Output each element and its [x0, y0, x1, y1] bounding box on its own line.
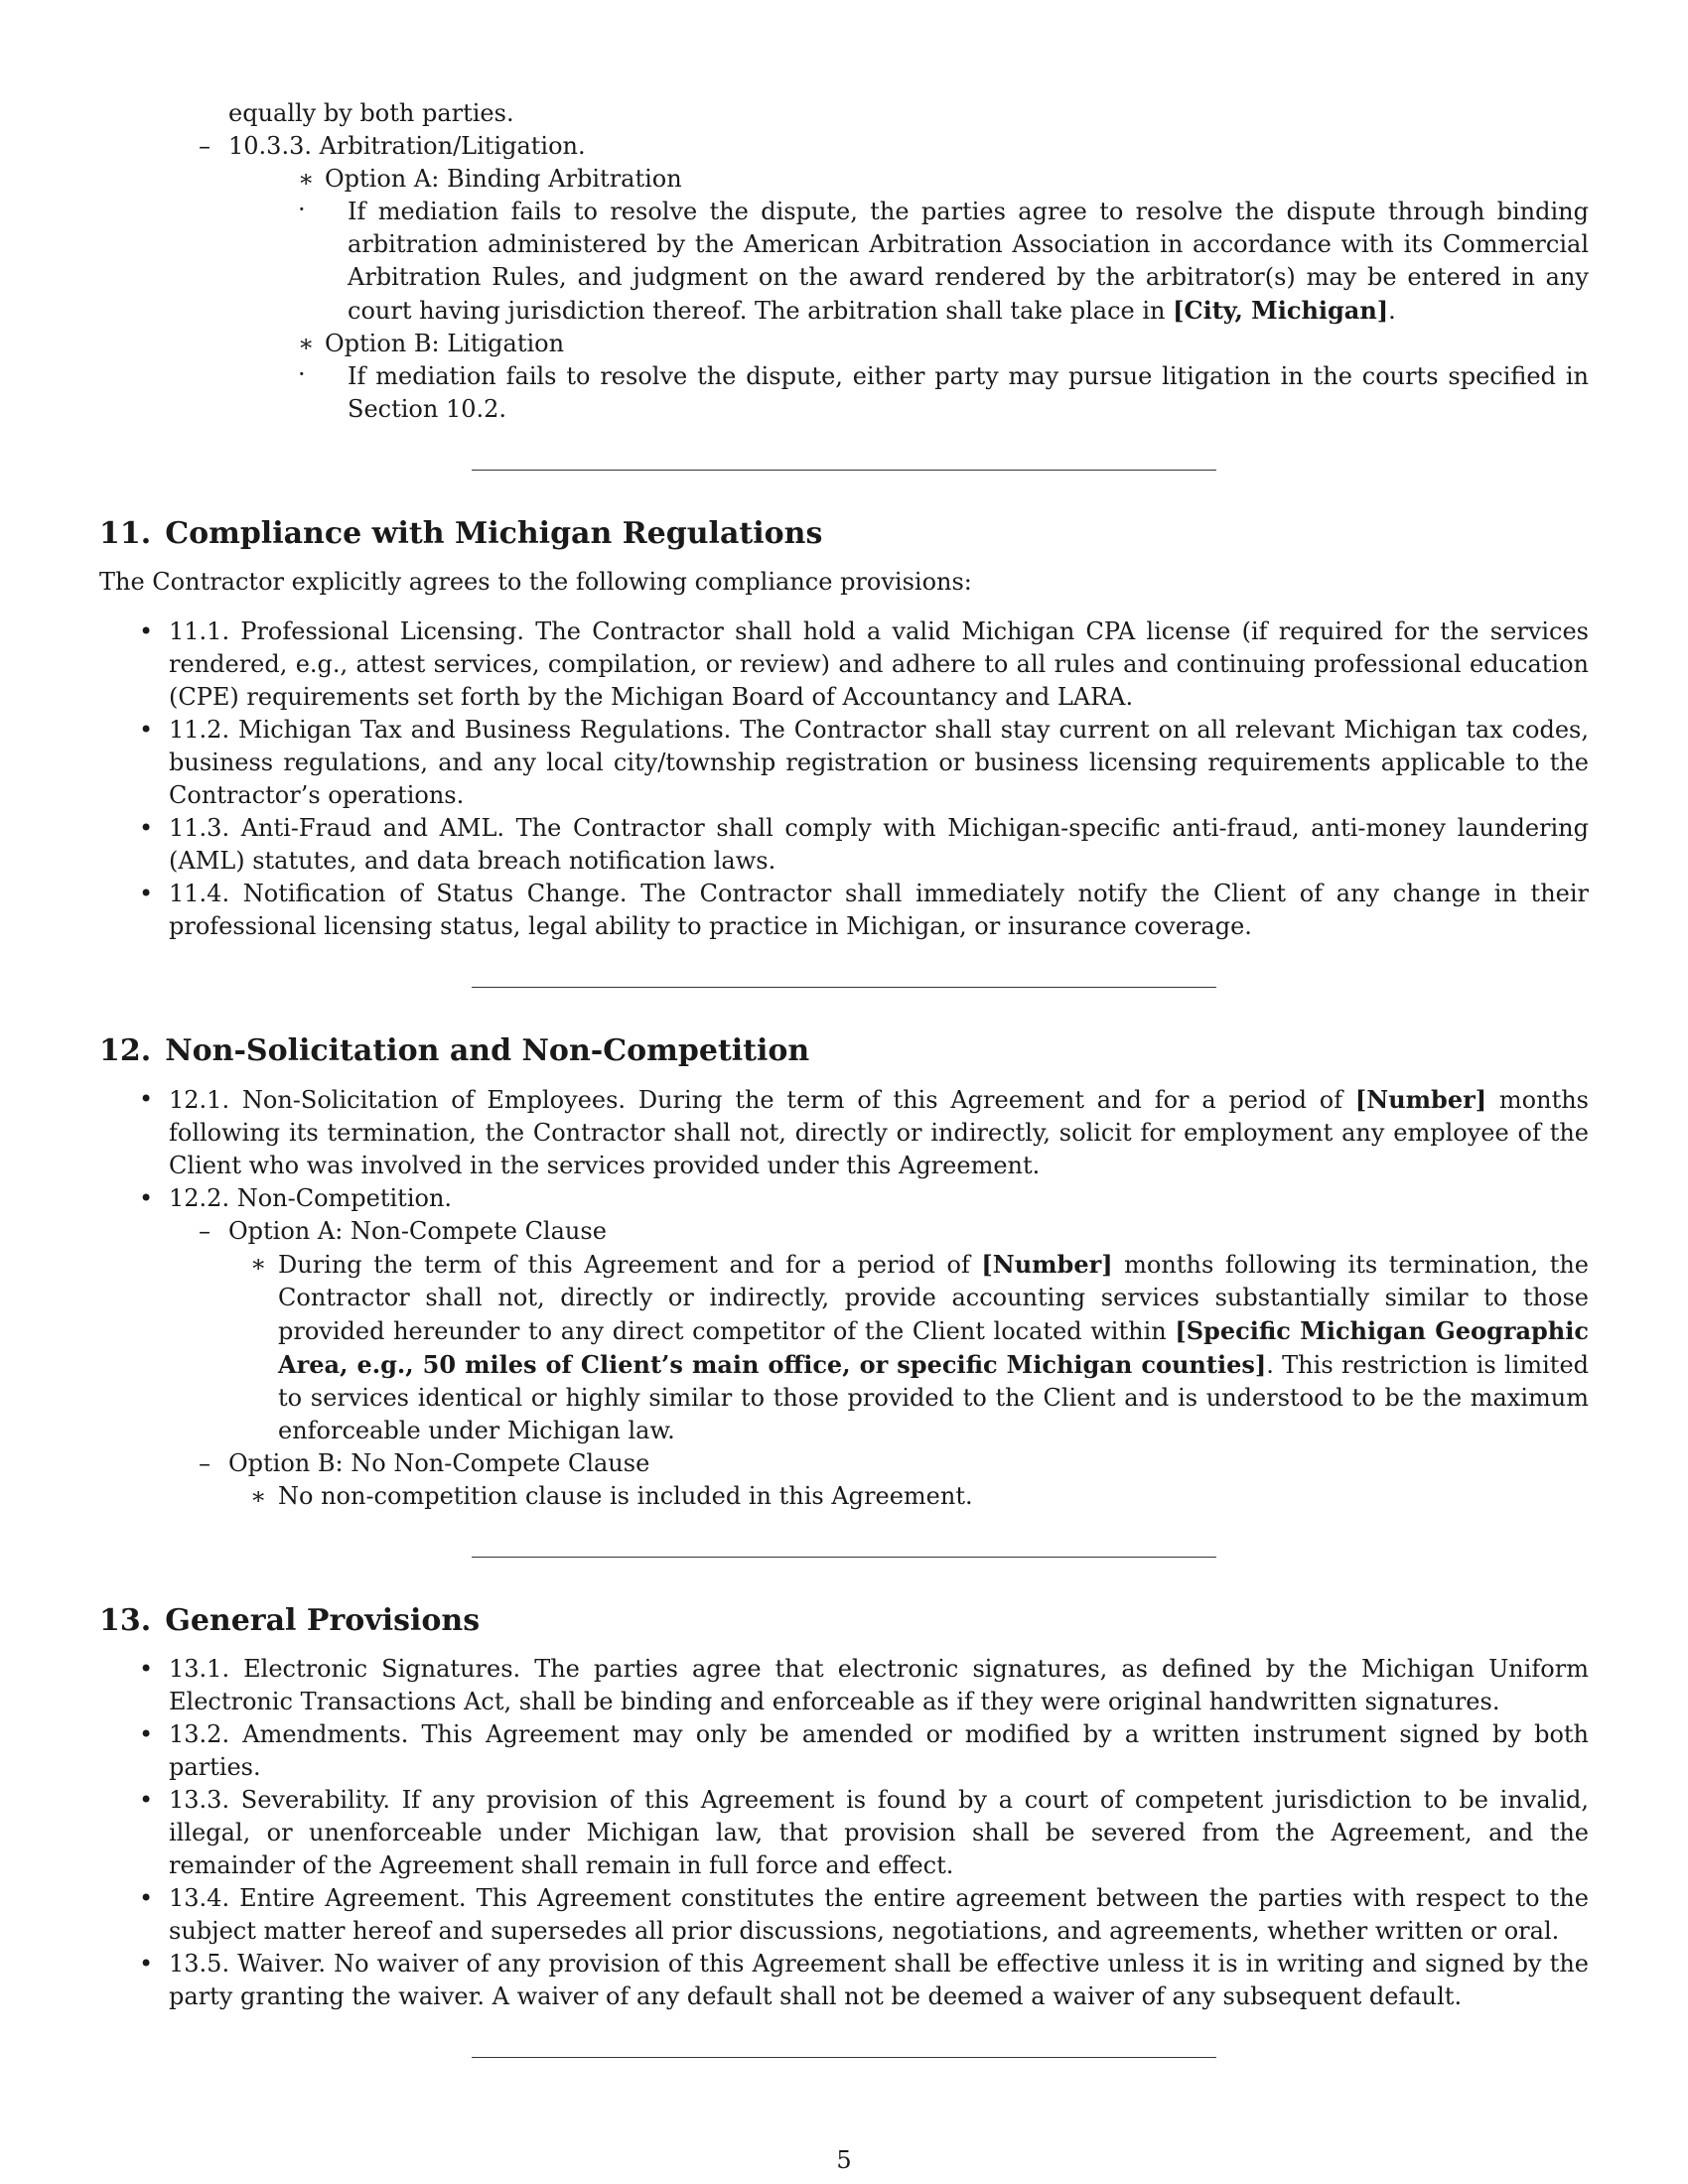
section-13-heading: 13. General Provisions — [99, 1603, 481, 1638]
dot-marker: · — [298, 360, 306, 388]
option-b-litigation: ∗ Option B: Litigation — [99, 328, 1589, 360]
list-item: • 13.4. Entire Agreement. This Agreement constitutes the entire agreement between the parties with respect to the subject matter hereof and supersedes all prior discussions, negotiations, and agreements, whether written or oral. — [139, 1884, 1589, 1945]
list-item: • 13.3. Severability. If any provision of this Agreement is found by a court of competent jurisdiction to be invalid, illegal, or unenforceable under Michigan law, that provision shall be severed from the Agreement, and the remainder of the Agreement shall remain in full force and effect. — [139, 1786, 1589, 1879]
dot-marker: · — [298, 196, 306, 223]
page-number: 5 — [836, 2146, 852, 2174]
section-divider — [472, 470, 1216, 471]
option-a-non-compete-text: ∗ During the term of this Agreement and for a period of [Number] months following its termination, the Contractor shall not, directly or indirectly, provide accounting services substantially similar to those provided hereunder to any direct competitor of the Client located within [Specific Michigan Geographic Area, e.g., 50 miles of Client’s main office, or specific Michigan counties]. This restriction is limited to services identical or highly similar to those provided to the Client and is understood to be the maximum enforceable under Michigan law. — [250, 1250, 1590, 1444]
list-item: • 13.2. Amendments. This Agreement may only be amended or modified by a written instrument signed by both parties. — [139, 1720, 1589, 1781]
continued-text: equally by both parties. — [228, 99, 514, 127]
clause-10-3-3: – 10.3.3. Arbitration/Litigation. — [99, 130, 1589, 163]
list-item: • 11.4. Notification of Status Change. The Contractor shall immediately notify the Client of any change in their professional licensing status, legal ability to practice in Michigan, or insurance coverage. — [139, 880, 1589, 940]
section-11-heading: 11. Compliance with Michigan Regulations — [99, 516, 823, 551]
list-item: • 12.1. Non-Solicitation of Employees. During the term of this Agreement and for a period of [Number] months following its termination, the Contractor shall not, directly or indirectly, solicit for employment any employee of the Client who was involved in the services provided under this Agreement. — [139, 1085, 1589, 1179]
section-11-list — [99, 615, 1589, 943]
option-b-no-non-compete: – Option B: No Non-Compete Clause — [199, 1449, 650, 1477]
option-a-text: · If mediation fails to resolve the dispute, the parties agree to resolve the dispute through binding arbitration administered by the American Arbitration Association in accordance with its Commercial Arbitration Rules, and judgment on the award rendered by the arbitrator(s) may be entered in any court having jurisdiction thereof. The arbitration shall take place in [City, Michigan]. — [298, 196, 1589, 325]
list-item: • 13.1. Electronic Signatures. The parties agree that electronic signatures, as defined by the Michigan Uniform Electronic Transactions Act, shall be binding and enforceable as if they were original handwritten signatures. — [139, 1655, 1589, 1715]
option-b-text: · If mediation fails to resolve the dispute, either party may pursue litigation in the courts specified in Section 10.2. — [298, 360, 1589, 423]
section-12-list — [99, 1083, 1589, 1513]
asterisk-marker: ∗ — [298, 165, 315, 193]
section-divider — [472, 2057, 1216, 2058]
option-a-non-compete: – Option A: Non-Compete Clause — [199, 1217, 607, 1245]
section-divider — [472, 987, 1216, 988]
list-item: • 12.2. Non-Competition. — [139, 1184, 453, 1212]
option-b-no-non-compete-text: ∗ No non-competition clause is included in this Agreement. — [250, 1482, 973, 1510]
option-a-binding-arbitration: ∗ Option A: Binding Arbitration — [99, 163, 1589, 196]
section-13-list — [99, 1653, 1589, 2013]
section-12-heading: 12. Non-Solicitation and Non-Competition — [99, 1033, 810, 1068]
asterisk-marker: ∗ — [298, 330, 315, 357]
list-item: • 11.1. Professional Licensing. The Contractor shall hold a valid Michigan CPA license (if required for the services rendered, e.g., attest services, compilation, or review) and adhere to all rules and continuing professional education (CPE) requirements set forth by the Michigan Board of Accountancy and LARA. — [139, 617, 1589, 711]
list-item: • 11.2. Michigan Tax and Business Regulations. The Contractor shall stay current on all relevant Michigan tax codes, business regulations, and any local city/township registration or business licensing requirements applicable to the Contractor’s operations. — [139, 716, 1589, 809]
list-item: • 13.5. Waiver. No waiver of any provision of this Agreement shall be effective unless it is in writing and signed by the party granting the waiver. A waiver of any default shall not be deemed a waiver of any subsequent default. — [139, 1950, 1589, 2010]
document-page — [99, 97, 1589, 2058]
section-11-intro: The Contractor explicitly agrees to the following compliance provisions: — [99, 568, 972, 596]
section-divider — [472, 1557, 1216, 1558]
dash-marker: – — [199, 132, 211, 160]
list-item: • 11.3. Anti-Fraud and AML. The Contractor shall comply with Michigan-specific anti-fraud, anti-money laundering (AML) statutes, and data breach notification laws. — [139, 814, 1589, 875]
